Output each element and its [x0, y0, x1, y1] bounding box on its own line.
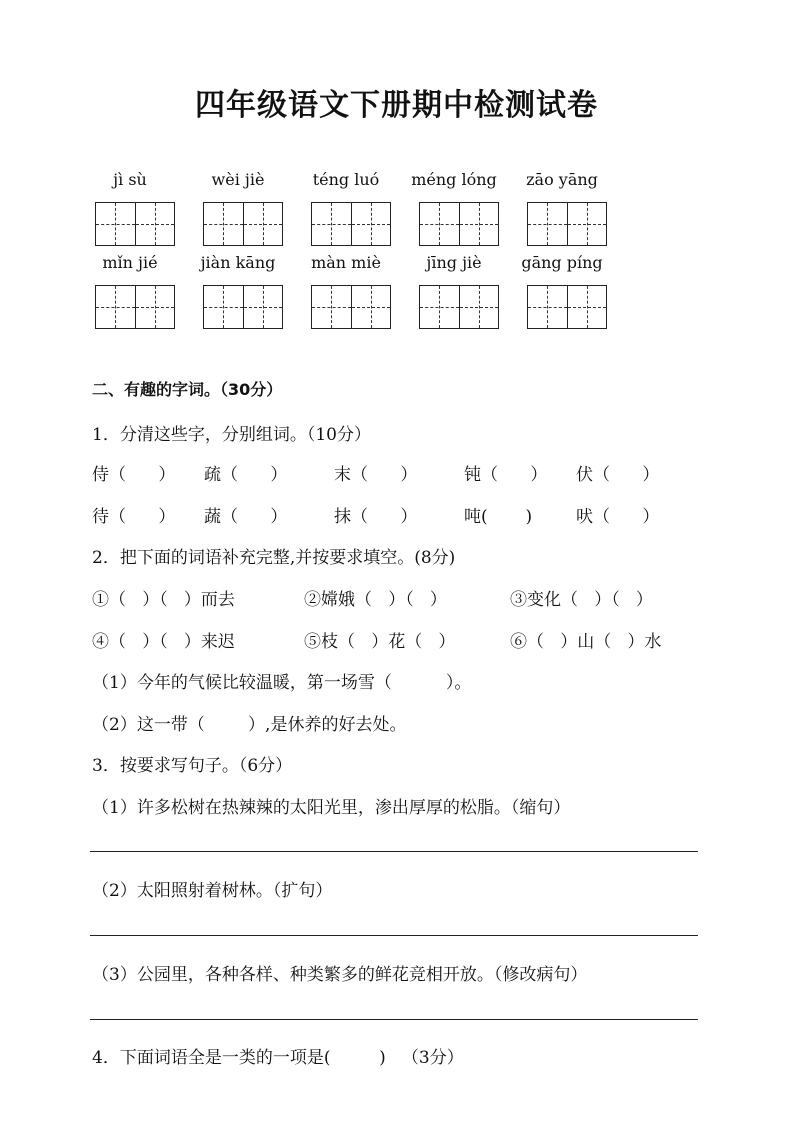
word-group[interactable]: 抹（ ）: [334, 507, 418, 527]
idiom-blank[interactable]: ③变化（ ）（ ）: [510, 590, 653, 610]
section-heading: 二、有趣的字词。（30分）: [92, 380, 283, 399]
word-group[interactable]: 吨( ): [464, 507, 533, 527]
pinyin-text: mǐn jié: [102, 253, 158, 272]
fill-blank-sentence[interactable]: （2）这一带（ ）,是休养的好去处。: [92, 715, 407, 735]
answer-line[interactable]: [90, 935, 698, 936]
word-group[interactable]: 末（ ）: [334, 465, 418, 485]
writing-grid[interactable]: [95, 285, 175, 329]
pinyin-text: wèi jiè: [211, 170, 265, 189]
pinyin-text: zāo yāng: [526, 170, 598, 189]
pinyin-text: jì sù: [113, 170, 147, 189]
idiom-blank[interactable]: ②嫦娥（ ）（ ）: [304, 590, 447, 610]
writing-grid[interactable]: [527, 202, 607, 246]
question-prompt: 4．下面词语全是一类的一项是( ) （3分）: [92, 1048, 464, 1068]
writing-grid[interactable]: [527, 285, 607, 329]
idiom-blank[interactable]: ⑤枝（ ）花（ ）: [304, 632, 456, 652]
word-group[interactable]: 伏（ ）: [576, 465, 660, 485]
sentence-task: （3）公园里，各种各样、种类繁多的鲜花竞相开放。（修改病句）: [92, 965, 588, 985]
pinyin-text: gāng píng: [521, 253, 603, 272]
sentence-task: （1）许多松树在热辣辣的太阳光里，渗出厚厚的松脂。（缩句）: [92, 798, 571, 818]
word-group[interactable]: 疏（ ）: [204, 465, 288, 485]
idiom-blank[interactable]: ④（ ）（ ）来迟: [92, 632, 235, 652]
question-prompt: 3．按要求写句子。（6分）: [92, 756, 293, 776]
word-group[interactable]: 侍（ ）: [92, 465, 176, 485]
writing-grid[interactable]: [203, 285, 283, 329]
writing-grid[interactable]: [419, 285, 499, 329]
pinyin-text: jiàn kāng: [200, 253, 276, 272]
writing-grid[interactable]: [311, 285, 391, 329]
fill-blank-sentence[interactable]: （1）今年的气候比较温暖，第一场雪（ ）。: [92, 673, 472, 693]
word-group[interactable]: 钝（ ）: [464, 465, 548, 485]
idiom-blank[interactable]: ⑥（ ）山（ ）水: [510, 632, 662, 652]
idiom-blank[interactable]: ①（ ）（ ）而去: [92, 590, 235, 610]
answer-line[interactable]: [90, 851, 698, 852]
word-group[interactable]: 吠（ ）: [576, 507, 660, 527]
pinyin-text: méng lóng: [411, 170, 497, 189]
word-group[interactable]: 蔬（ ）: [204, 507, 288, 527]
word-group[interactable]: 待（ ）: [92, 507, 176, 527]
page-title: 四年级语文下册期中检测试卷: [195, 88, 598, 123]
pinyin-text: màn miè: [311, 253, 381, 272]
writing-grid[interactable]: [311, 202, 391, 246]
question-prompt: 1．分清这些字，分别组词。（10分）: [92, 425, 371, 445]
answer-line[interactable]: [90, 1019, 698, 1020]
pinyin-text: jīng jiè: [426, 253, 482, 272]
writing-grid[interactable]: [95, 202, 175, 246]
writing-grid[interactable]: [419, 202, 499, 246]
pinyin-text: téng luó: [312, 170, 380, 189]
sentence-task: （2）太阳照射着树林。（扩句）: [92, 881, 333, 901]
question-prompt: 2．把下面的词语补充完整,并按要求填空。(8分): [92, 548, 456, 568]
writing-grid[interactable]: [203, 202, 283, 246]
